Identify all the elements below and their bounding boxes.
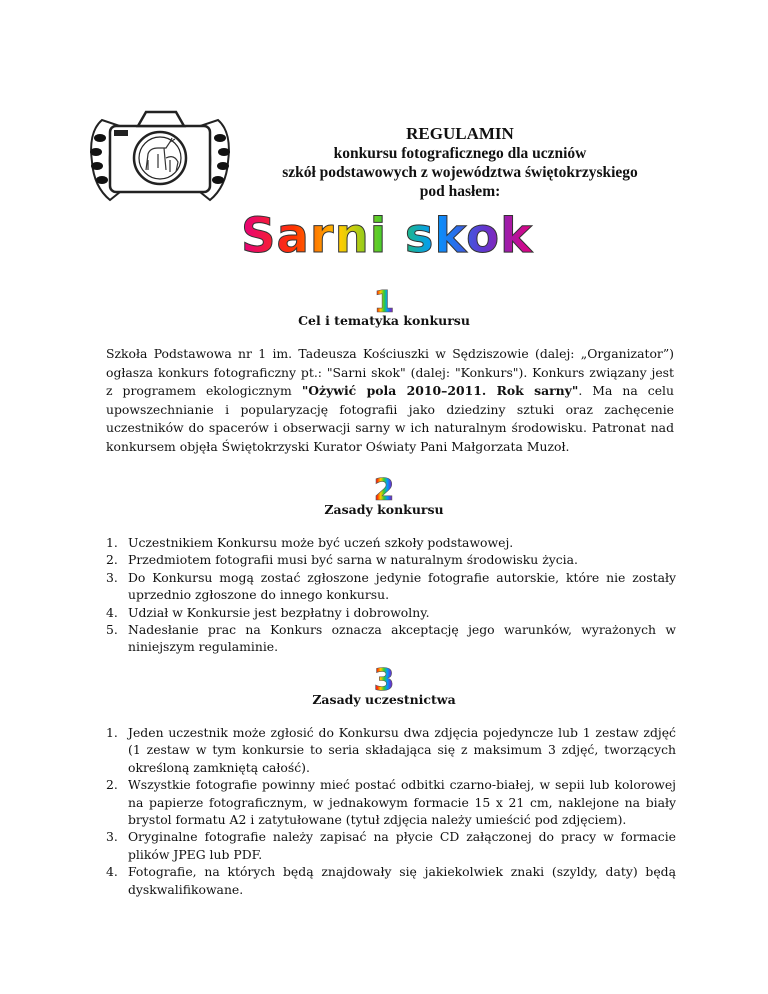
section-title-3: Zasady uczestnictwa — [312, 692, 456, 707]
section-title-2: Zasady konkursu — [324, 502, 444, 517]
list-item: 3. Oryginalne fotografie należy zapisać na płycie CD załączonej do pracy w formacie plików JPEG lub PDF. — [106, 829, 676, 862]
list-item: 2. Przedmiotem fotografii musi być sarna w naturalnym środowisku życia. — [106, 552, 578, 568]
section-number-2 — [368, 472, 398, 504]
list-item: 4. Fotografie, na których będą znajdowały się jakiekolwiek znaki (szyldy, daty) będą dyskwalifikowane. — [106, 864, 676, 897]
contest-banner — [212, 206, 562, 266]
subtitle-line: szkół podstawowych z województwa świętokrzyskiego — [282, 164, 638, 181]
list-item: 4. Udział w Konkursie jest bezpłatny i dobrowolny. — [106, 604, 430, 620]
participation-list — [106, 724, 676, 898]
section-number-1 — [368, 284, 398, 316]
svg-text:3: 3 — [373, 663, 395, 694]
list-item: 2. Wszystkie fotografie powinny mieć postać odbitki czarno-białej, w sepii lub kolorowej na papierze fotograficznym, w jednakowym formacie 15 x 21 cm, naklejone na biały brystol formatu A2 i zatytułowane (tytuł zdjęcia należy umieścić pod zdjęciem). — [106, 777, 676, 828]
list-item: 1. Jeden uczestnik może zgłosić do Konkursu dwa zdjęcia pojedyncze lub 1 zestaw zdjęć (1 zestaw w tym konkursie to seria składająca się z maksimum 3 zdjęć, tworzących określoną zamkniętą całość). — [106, 725, 676, 775]
subtitle-line: konkursu fotograficznego dla uczniów — [333, 145, 587, 162]
list-item: 3. Do Konkursu mogą zostać zgłoszone jedynie fotografie autorskie, które nie zostały uprzednio zgłoszone do innego konkursu. — [106, 569, 676, 603]
list-item: 1. Uczestnikiem Konkursu może być uczeń szkoły podstawowej. — [106, 535, 514, 550]
document-title: REGULAMIN — [406, 124, 514, 143]
svg-text:2: 2 — [373, 473, 395, 504]
banner-text: Sarni skok — [240, 208, 534, 264]
list-item: 5. Nadesłanie prac na Konkurs oznacza akceptację jego warunków, wyrażonych w niniejszym regulaminie. — [106, 622, 676, 655]
subtitle-line: pod hasłem: — [419, 183, 501, 200]
section-number-3 — [368, 662, 398, 694]
rules-list — [106, 534, 676, 656]
camera-hands-icon — [80, 92, 240, 214]
svg-text:1: 1 — [373, 285, 395, 316]
section-1-paragraph: Szkoła Podstawowa nr 1 im. Tadeusza Kościuszki w Sędziszowie (dalej: „Organizator”) ogłasza konkurs fotograficzny pt.: "Sarni skok" (dalej: "Konkurs"). Konkurs związany jest z programem ekologicznym "Ożywić pola 2010–2011. Rok sarny". Ma na celu upowszechnianie i popularyzację fotografii jako dziedziny sztuki oraz zachęcenie uczestników do spacerów i obserwacji sarny w ich naturalnym środowisku. Patronat nad konkursem objęła Świętokrzyski Kurator Oświaty Pani Małgorzata Muzoł. — [106, 346, 674, 454]
section-title-1: Cel i tematyka konkursu — [298, 313, 470, 328]
